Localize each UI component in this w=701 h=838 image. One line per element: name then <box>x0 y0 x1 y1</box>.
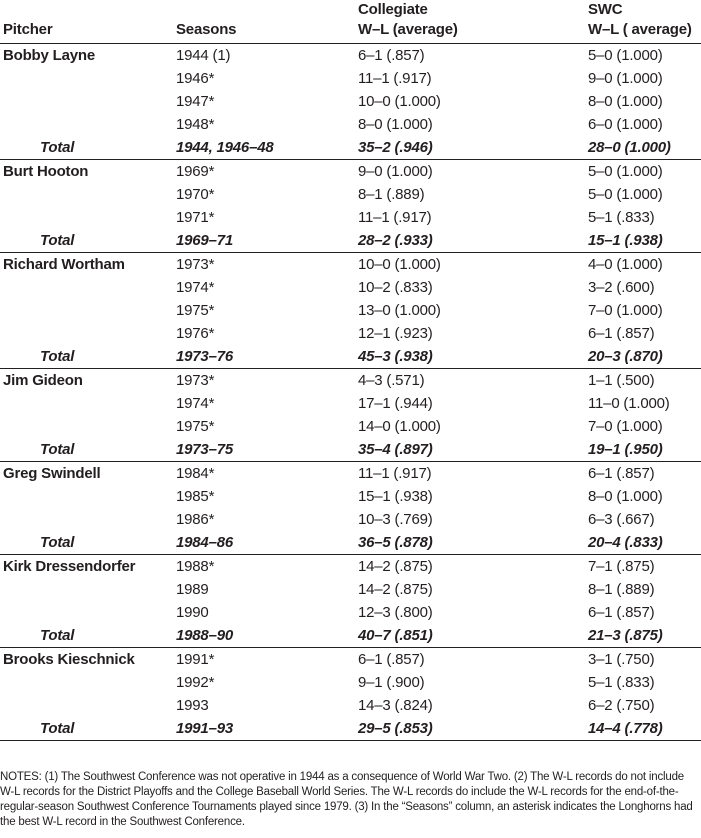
total-swc-cell: 20–4 (.833) <box>588 531 701 555</box>
total-row <box>0 345 701 369</box>
table-row <box>0 369 701 393</box>
header-seasons: Seasons <box>176 0 358 44</box>
total-row <box>0 438 701 462</box>
table-row <box>0 555 701 579</box>
table-body <box>0 44 701 741</box>
total-row <box>0 229 701 253</box>
pitcher-name <box>0 671 176 694</box>
pitcher-name: Burt Hooton <box>3 163 89 180</box>
season-cell: 1973* <box>176 372 215 389</box>
table-notes: NOTES: (1) The Southwest Conference was not operative in 1944 as a consequence of World War Two. (2) The W-L records do not include W-L records for the District Playoffs and the College Baseball World Series. The W-L records do include the W-L records for the end-of-the-regular-season Southwest Conference Tournaments played since 1979. (3) In the “Seasons” column, an asterisk indicates the Longhorns had the best W-L record in the Southwest Conference. <box>0 771 693 828</box>
table-row <box>0 67 701 90</box>
season-cell: 1984* <box>176 465 215 482</box>
swc-record-cell: 5–0 (1.000) <box>588 163 663 180</box>
pitcher-name <box>0 601 176 624</box>
season-cell: 1985* <box>176 488 215 505</box>
pitcher-name <box>0 183 176 206</box>
collegiate-record-cell: 15–1 (.938) <box>358 488 433 505</box>
swc-record-cell: 7–0 (1.000) <box>588 302 663 319</box>
season-cell: 1948* <box>176 116 215 133</box>
table-row <box>0 113 701 136</box>
total-collegiate-cell: 28–2 (.933) <box>358 229 588 253</box>
collegiate-record-cell: 17–1 (.944) <box>358 395 433 412</box>
total-collegiate-cell: 40–7 (.851) <box>358 624 588 648</box>
collegiate-record-cell: 14–2 (.875) <box>358 558 433 575</box>
swc-record-cell: 5–0 (1.000) <box>588 186 663 203</box>
pitcher-name <box>0 322 176 345</box>
pitcher-name: Richard Wortham <box>3 256 125 273</box>
season-cell: 1973* <box>176 256 215 273</box>
swc-record-cell: 6–1 (.857) <box>588 604 655 621</box>
pitcher-name <box>0 299 176 322</box>
table-row <box>0 183 701 206</box>
header-collegiate-line2: W–L (average) <box>358 21 458 38</box>
collegiate-record-cell: 11–1 (.917) <box>358 465 432 482</box>
collegiate-record-cell: 6–1 (.857) <box>358 47 425 64</box>
total-seasons-cell: 1973–75 <box>176 438 358 462</box>
total-row <box>0 717 701 741</box>
season-cell: 1969* <box>176 163 215 180</box>
header-pitcher: Pitcher <box>0 0 176 44</box>
season-cell: 1946* <box>176 70 215 87</box>
collegiate-record-cell: 9–0 (1.000) <box>358 163 433 180</box>
total-row <box>0 531 701 555</box>
collegiate-record-cell: 10–2 (.833) <box>358 279 433 296</box>
swc-record-cell: 6–2 (.750) <box>588 697 655 714</box>
swc-record-cell: 3–1 (.750) <box>588 651 655 668</box>
pitcher-name <box>0 508 176 531</box>
header-swc <box>588 0 701 44</box>
swc-record-cell: 3–2 (.600) <box>588 279 655 296</box>
total-collegiate-cell: 45–3 (.938) <box>358 345 588 369</box>
collegiate-record-cell: 8–1 (.889) <box>358 186 425 203</box>
table-row <box>0 322 701 345</box>
swc-record-cell: 6–0 (1.000) <box>588 116 663 133</box>
pitcher-name <box>0 276 176 299</box>
total-label: Total <box>0 717 176 741</box>
season-cell: 1971* <box>176 209 215 226</box>
pitcher-name: Bobby Layne <box>3 47 95 64</box>
season-cell: 1988* <box>176 558 215 575</box>
table-row <box>0 694 701 717</box>
total-seasons-cell: 1984–86 <box>176 531 358 555</box>
pitcher-name <box>0 206 176 229</box>
pitcher-name: Jim Gideon <box>3 372 83 389</box>
table-row <box>0 299 701 322</box>
swc-record-cell: 11–0 (1.000) <box>588 395 670 412</box>
total-label: Total <box>0 624 176 648</box>
total-swc-cell: 14–4 (.778) <box>588 717 701 741</box>
total-collegiate-cell: 36–5 (.878) <box>358 531 588 555</box>
total-label: Total <box>0 531 176 555</box>
pitcher-name <box>0 578 176 601</box>
header-collegiate <box>358 0 588 44</box>
total-seasons-cell: 1944, 1946–48 <box>176 136 358 160</box>
total-seasons-cell: 1973–76 <box>176 345 358 369</box>
table-row <box>0 392 701 415</box>
collegiate-record-cell: 10–0 (1.000) <box>358 93 441 110</box>
total-row <box>0 624 701 648</box>
table-row <box>0 485 701 508</box>
collegiate-record-cell: 9–1 (.900) <box>358 674 425 691</box>
swc-record-cell: 7–1 (.875) <box>588 558 655 575</box>
collegiate-record-cell: 4–3 (.571) <box>358 372 425 389</box>
collegiate-record-cell: 14–2 (.875) <box>358 581 433 598</box>
table-row <box>0 671 701 694</box>
total-swc-cell: 28–0 (1.000) <box>588 136 701 160</box>
collegiate-record-cell: 10–3 (.769) <box>358 511 433 528</box>
swc-record-cell: 5–1 (.833) <box>588 674 655 691</box>
total-seasons-cell: 1988–90 <box>176 624 358 648</box>
table-row <box>0 578 701 601</box>
swc-record-cell: 8–0 (1.000) <box>588 488 663 505</box>
collegiate-record-cell: 12–3 (.800) <box>358 604 433 621</box>
season-cell: 1970* <box>176 186 215 203</box>
swc-record-cell: 5–1 (.833) <box>588 209 655 226</box>
table-row <box>0 206 701 229</box>
season-cell: 1975* <box>176 302 215 319</box>
swc-record-cell: 4–0 (1.000) <box>588 256 663 273</box>
total-collegiate-cell: 35–4 (.897) <box>358 438 588 462</box>
table-row <box>0 648 701 672</box>
table-row <box>0 601 701 624</box>
table-row <box>0 415 701 438</box>
season-cell: 1947* <box>176 93 215 110</box>
table-row <box>0 462 701 486</box>
collegiate-record-cell: 12–1 (.923) <box>358 325 433 342</box>
collegiate-record-cell: 11–1 (.917) <box>358 209 432 226</box>
collegiate-record-cell: 10–0 (1.000) <box>358 256 441 273</box>
total-label: Total <box>0 438 176 462</box>
total-swc-cell: 15–1 (.938) <box>588 229 701 253</box>
table-row <box>0 90 701 113</box>
pitcher-name: Greg Swindell <box>3 465 101 482</box>
season-cell: 1991* <box>176 651 215 668</box>
swc-record-cell: 6–1 (.857) <box>588 465 655 482</box>
total-collegiate-cell: 29–5 (.853) <box>358 717 588 741</box>
header-collegiate-line1: Collegiate <box>358 1 428 18</box>
season-cell: 1989 <box>176 581 209 598</box>
pitcher-name <box>0 694 176 717</box>
collegiate-record-cell: 11–1 (.917) <box>358 70 432 87</box>
header-swc-line2: W–L ( average) <box>588 21 692 38</box>
total-label: Total <box>0 229 176 253</box>
total-row <box>0 136 701 160</box>
pitcher-name <box>0 90 176 113</box>
pitcher-name <box>0 415 176 438</box>
total-label: Total <box>0 345 176 369</box>
total-seasons-cell: 1969–71 <box>176 229 358 253</box>
swc-record-cell: 6–3 (.667) <box>588 511 655 528</box>
collegiate-record-cell: 8–0 (1.000) <box>358 116 433 133</box>
collegiate-record-cell: 14–3 (.824) <box>358 697 433 714</box>
header-swc-line1: SWC <box>588 1 623 18</box>
total-swc-cell: 20–3 (.870) <box>588 345 701 369</box>
pitcher-name: Brooks Kieschnick <box>3 651 135 668</box>
pitcher-name <box>0 113 176 136</box>
table-row <box>0 253 701 277</box>
swc-record-cell: 1–1 (.500) <box>588 372 655 389</box>
total-swc-cell: 21–3 (.875) <box>588 624 701 648</box>
pitcher-name <box>0 67 176 90</box>
table-row <box>0 44 701 68</box>
total-swc-cell: 19–1 (.950) <box>588 438 701 462</box>
swc-record-cell: 6–1 (.857) <box>588 325 655 342</box>
swc-record-cell: 5–0 (1.000) <box>588 47 663 64</box>
swc-record-cell: 8–0 (1.000) <box>588 93 663 110</box>
season-cell: 1974* <box>176 395 215 412</box>
table-row <box>0 160 701 184</box>
total-seasons-cell: 1991–93 <box>176 717 358 741</box>
total-label: Total <box>0 136 176 160</box>
table-row <box>0 508 701 531</box>
swc-record-cell: 9–0 (1.000) <box>588 70 663 87</box>
season-cell: 1993 <box>176 697 209 714</box>
pitcher-name <box>0 485 176 508</box>
swc-record-cell: 8–1 (.889) <box>588 581 655 598</box>
season-cell: 1990 <box>176 604 209 621</box>
season-cell: 1974* <box>176 279 215 296</box>
total-collegiate-cell: 35–2 (.946) <box>358 136 588 160</box>
collegiate-record-cell: 6–1 (.857) <box>358 651 425 668</box>
season-cell: 1976* <box>176 325 215 342</box>
season-cell: 1986* <box>176 511 215 528</box>
pitcher-name <box>0 392 176 415</box>
pitcher-name: Kirk Dressendorfer <box>3 558 136 575</box>
swc-record-cell: 7–0 (1.000) <box>588 418 663 435</box>
table-row <box>0 276 701 299</box>
collegiate-record-cell: 14–0 (1.000) <box>358 418 441 435</box>
season-cell: 1944 (1) <box>176 47 231 64</box>
season-cell: 1975* <box>176 418 215 435</box>
season-cell: 1992* <box>176 674 215 691</box>
collegiate-record-cell: 13–0 (1.000) <box>358 302 441 319</box>
table-header <box>0 0 701 44</box>
